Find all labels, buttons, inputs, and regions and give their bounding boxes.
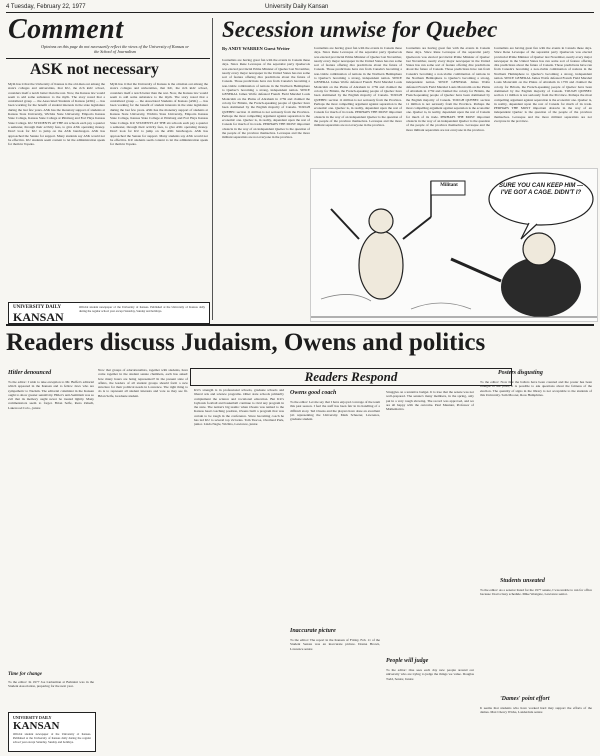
letter-dames-text: It seems that students who have worked hard may support the efforts of the dames. Max Chewy Wicks, Landerdale senior. <box>480 706 592 715</box>
article-headline: Secession unwise for Quebec <box>222 17 498 42</box>
flag-text: Official student newspaper of the University of Kansas. Published at the University of Kansas daily during the regular school year except Saturday, Sunday and holidays. <box>79 306 205 313</box>
bottom-flag <box>8 712 96 752</box>
letter-column-3: KU's strength is in professional schools, graduate schools and liberal arts and science programs. Other state schools primarily complement the science and vocational education. But KU's Jayhawk football and basketball continue to rival any program in the state. The nation's big teams: when Owens was named to the Kansas head coaching position, Owens built a program that was certain to be tough in the conference. Since becoming coach he has led KU to several top victories. Tom Tuscoa, Overland Park, junior. Linda Nagle, Wichita, Lawrence, junior. <box>194 388 284 427</box>
article-column-4: Journalists are having great fun with the events in Canada these days. Since Rene Levesque of the separatist party Quebecois was elected provincial Prime Minister of Quebec last November, nearly every major newspaper in the United States has run some sort of feature offering dire predictions about the future of Canada. Those predictions have run from Canada's becoming a non-viable combination of nations in the Northern Hemisphere to Quebec's becoming a strong, independent nation. SINCE GENERAL James Wolfe defeated French Field Marshal Louis Montcalm on the Plains of Abraham in 1759 and claimed the colony for Britain, the French-speaking people of Quebec have been dominated by the English majority of Canada. TOUGH QUEBEC section 11 million is not seriously from the Province. Perhaps the most compelling argument against separation is the economic one. Quebec is, in reality, dependent upon the rest of Canada for much of its trade. PERHAPS THE MOST important obstacle in the way of an independent Quebec is the question of the people of the province themselves. Levesque and the more militant separatists are not everyone in the province. <box>494 46 592 124</box>
article-column-1: Journalists are having great fun with the events in Canada these days. Since Rene Levesque of the separatist party Quebecois was elected provincial Prime Minister of Quebec last November, nearly every major newspaper in the United States has run some sort of feature offering dire predictions about the future of Canada. Those predictions have run from Canada's becoming a non-viable combination of nations in the Northern Hemisphere to Quebec's becoming a strong, independent nation. SINCE GENERAL James Wolfe defeated French Field Marshal Louis Montcalm on the Plains of Abraham in 1759 and claimed the colony for Britain, the French-speaking people of Quebec have been dominated by the English majority of Canada. TOUGH QUEBEC section 11 million is not seriously from the Province. Perhaps the most compelling argument against separation is the economic one. Quebec is, in reality, dependent upon the rest of Canada for much of its trade. PERHAPS THE MOST important obstacle in the way of an independent Quebec is the question of the people of the province themselves. Levesque and the more militant separatists are not everyone in the province. <box>222 58 310 140</box>
article-column-3: Journalists are having great fun with the events in Canada these days. Since Rene Levesque of the separatist party Quebecois was elected provincial Prime Minister of Quebec last November, nearly every major newspaper in the United States has run some sort of feature offering dire predictions about the future of Canada. Those predictions have run from Canada's becoming a non-viable combination of nations in the Northern Hemisphere to Quebec's becoming a strong, independent nation. SINCE GENERAL James Wolfe defeated French Field Marshal Louis Montcalm on the Plains of Abraham in 1759 and claimed the colony for Britain, the French-speaking people of Quebec have been dominated by the English majority of Canada. TOUGH QUEBEC section 11 million is not seriously from the Province. Perhaps the most compelling argument against separation is the economic one. Quebec is, in reality, dependent upon the rest of Canada for much of its trade. PERHAPS THE MOST important obstacle in the way of an independent Quebec is the question of the people of the province themselves. Levesque and the more militant separatists are not everyone in the province. <box>406 46 490 132</box>
letter-dames-heading: 'Dames' point effort <box>500 696 550 702</box>
editorial-cartoon <box>310 168 598 322</box>
section-rule <box>6 324 594 326</box>
bottom-flag-text: Official student newspaper of the University of Kansas. Published at the University of Kansas daily during the regular school year except Saturday, Sunday and holidays. <box>13 733 91 744</box>
letter-column-2: Now that groups of educationalists, together with students, have come together in the student senate chambers, each has asked: how many hours are being represented? In the present state of affairs, the leaders of all student groups should form a new structure for their political needs in Lawrence. The right thing to do is to represent all student interests and vote as they see fit. Brian Selfe, Graduate student. <box>98 368 188 398</box>
page-folio-left: 4 Tuesday, February 22, 1977 <box>6 4 86 10</box>
top-rule <box>6 12 594 13</box>
page-title: Comment <box>8 14 124 45</box>
editorial-headline: ASK not necessary <box>30 61 159 78</box>
letter-judge-text: To the editor: One sees each day new people around our university who are trying to judge the things we value. Douglas Todd, Senior, Junior. <box>386 668 474 681</box>
letter-change-heading: Time for change <box>8 672 42 677</box>
lower-banner: Readers discuss Judaism, Owens and politics <box>6 329 486 356</box>
flag-name: KANSAN <box>13 310 64 324</box>
letters-header: Readers Respond <box>190 368 512 386</box>
cartoon-speech: SURE YOU CAN KEEP HIM — I'VE GOT A CAGE. DIDN'T I? <box>499 183 584 196</box>
letter-unseated-text: To the editor: As a senator listed for the 1977 senate, I was unable to run for office because I had a busy schedule. Mike Westgate, Lawrence senior. <box>480 588 592 597</box>
column-divider <box>212 18 213 320</box>
letter-unseated-heading: Students unseated <box>500 578 545 584</box>
newspaper-flag <box>8 302 210 324</box>
bottom-flag-name: KANSAN <box>13 720 60 732</box>
letter-change-text: To the editor: In 1977 Joe Lieberman at Bahraini was in the Student Association, preparing for the next year. <box>8 680 94 689</box>
article-column-2: Journalists are having great fun with the events in Canada these days. Since Rene Levesque of the separatist party Quebecois was elected provincial Prime Minister of Quebec last November, nearly every major newspaper in the United States has run some sort of feature offering dire predictions about the future of Canada. Those predictions have run from Canada's becoming a non-viable combination of nations in the Northern Hemisphere to Quebec's becoming a strong, independent nation. SINCE GENERAL James Wolfe defeated French Field Marshal Louis Montcalm on the Plains of Abraham in 1759 and claimed the colony for Britain, the French-speaking people of Quebec have been dominated by the English majority of Canada. TOUGH QUEBEC section 11 million is not seriously from the Province. Perhaps the most compelling argument against separation is the economic one. Quebec is, in reality, dependent upon the rest of Canada for much of its trade. PERHAPS THE MOST important obstacle in the way of an independent Quebec is the question of the people of the province themselves. Levesque and the more militant separatists are not everyone in the province. <box>314 46 402 128</box>
flag-university: UNIVERSITY DAILY <box>13 305 62 310</box>
editorial-column-1: Myth has it that the University of Kansas is the old-man out among the state's colleges and universities, that KU, the rich kids' school, considers itself a notch better than the rest. Now, the Kansas law would seem to add some substance to the myth. The story noted that a centralized group — the Associated Students of Kansas (ASK) — has been working for the benefit of student interests in the state legislature during the last few years. ASK has the monetary support of students at Kansas State University, Wichita State University, Emporia Kansas State College, Kansas State College at Pittsburg and Fort Hays Kansas State College. KU STUDENTS AT THE six schools each pay a quarter a semester, through their activity fees, to give ASK operating money. Don't look for KU to jump on the ASK bandwagon. ASK has approached the Senate for support. Many students say ASK would not be effective. KU students seem content to let the administration speak for them in Topeka. <box>8 82 105 147</box>
bottom-flag-university: UNIVERSITY DAILY <box>13 715 52 720</box>
letter-judge-heading: People will judge <box>386 658 429 664</box>
letter-posters-text: To the editor: Now that the ballots have been counted and the poster has been brought to the polls, it is possible to ask questions about the fairness of the election. The quantity of signs in the library is not acceptable to the students of this University. Sam Moorer, Ross Humphries. <box>480 380 592 397</box>
cartoon-flag-label: Militant <box>440 183 458 188</box>
masthead-rule <box>6 58 210 59</box>
letter-owens-heading: Owens good coach <box>290 390 337 396</box>
article-byline: By ANDY WARREN Guest Writer <box>222 46 290 51</box>
letter-column-5: Struggles on a tentative budget. It is true that the senate was not well-prepared. The senate's many members, in the spring, only put in a very rough showing. The record was approved, and we are all happy with the outcome. Paul Meunier, Professor of Mathematics. <box>386 390 474 412</box>
masthead-subtitle: Opinions on this page do not necessarily reflect the views of the University of Kansas or the School of Journalism <box>41 44 189 54</box>
page-folio-center: University Daily Kansan <box>265 4 329 10</box>
letter-owens-text: To the editor: Let me say that I have enjoyed coverage of the team this past season. I feel the staff has been fair in its handling of a difficult story. Ted Owens and the players have done an excellent job representing the University. Mark Scheerer, Lawrence, graduate student. <box>290 400 380 422</box>
letter-hitler-heading: Hitler denounced <box>8 370 52 376</box>
letter-hitler-text: To the editor: I wish to take exception to Mr. Buffet's editorial which appeared in the Kansan and to fellow Jews who are sympathetic to Nazism. The editorial columnist in the Kansan ought to show greater sensitivity. Hitler's anti-Semitism was so evil that its memory ought never be treated lightly. Many commentators seem to forget. Brian Selfe, Reza Zahedi, Lakewood Colo., junior. <box>8 380 94 410</box>
letter-posters-heading: Posters disgusting <box>498 370 543 376</box>
editorial-column-2: Myth has it that the University of Kansas is the old-man out among the state's colleges and universities, that KU, the rich kids' school, considers itself a notch better than the rest. Now, the Kansas law would seem to add some substance to the myth. The story noted that a centralized group — the Associated Students of Kansas (ASK) — has been working for the benefit of student interests in the state legislature during the last few years. ASK has the monetary support of students at Kansas State University, Wichita State University, Emporia Kansas State College, Kansas State College at Pittsburg and Fort Hays Kansas State College. KU STUDENTS AT THE six schools each pay a quarter a semester, through their activity fees, to give ASK operating money. Don't look for KU to jump on the ASK bandwagon. ASK has approached the Senate for support. Many students say ASK would not be effective. KU students seem content to let the administration speak for them in Topeka. <box>110 82 208 147</box>
letter-inaccurate-text: To the editor: The report in the Kansan of Friday, Feb. 11 of the Student Senate was an inaccurate picture. Donna Brown, Lawrence senior. <box>290 638 380 651</box>
letter-inaccurate-heading: Inaccurate picture <box>290 628 336 634</box>
